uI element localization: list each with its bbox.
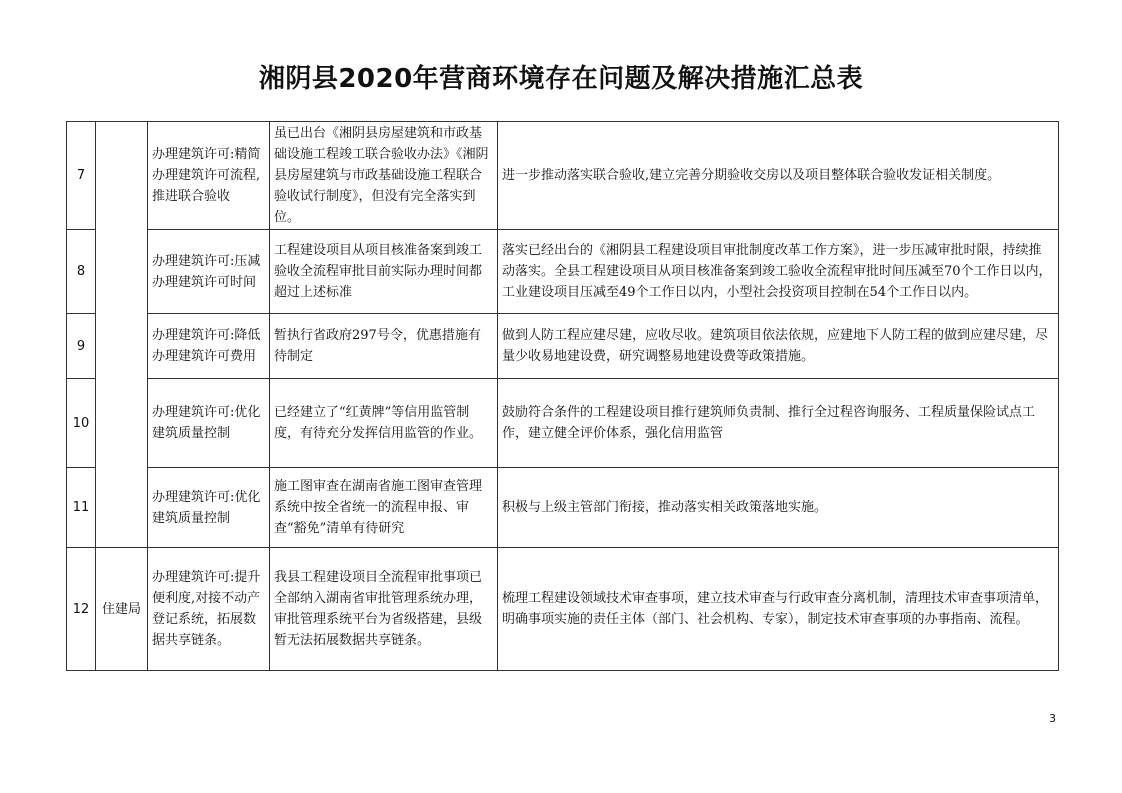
page-number: 3 xyxy=(1049,712,1056,725)
measure-cell: 落实已经出台的《湘阴县工程建设项目审批制度改革工作方案》，进一步压减审批时限，持续推动落实。全县工程建设项目从项目核准备案到竣工验收全流程审批时间压减至70个工作日以内，工业建设项目压减至49个工作日以内，小型社会投资项目控制在54个工作日以内。 xyxy=(498,230,1059,314)
document-title: 湘阴县2020年营商环境存在问题及解决措施汇总表 xyxy=(258,64,864,94)
problem-cell: 暂执行省政府297号令，优惠措施有待制定 xyxy=(270,314,498,379)
row-number: 10 xyxy=(67,379,96,468)
department-cell xyxy=(96,122,148,548)
item-cell: 办理建筑许可:优化建筑质量控制 xyxy=(148,379,270,468)
item-cell: 办理建筑许可:优化建筑质量控制 xyxy=(148,468,270,548)
item-cell: 办理建筑许可:降低办理建筑许可费用 xyxy=(148,314,270,379)
issues-table xyxy=(66,121,1059,671)
measure-cell: 进一步推动落实联合验收,建立完善分期验收交房以及项目整体联合验收发证相关制度。 xyxy=(498,122,1059,230)
measure-cell: 鼓励符合条件的工程建设项目推行建筑师负责制、推行全过程咨询服务、工程质量保险试点工作，建立健全评价体系，强化信用监管 xyxy=(498,379,1059,468)
item-cell: 办理建筑许可:精简办理建筑许可流程,推进联合验收 xyxy=(148,122,270,230)
row-number: 8 xyxy=(67,230,96,314)
problem-cell: 已经建立了“红黄牌”等信用监管制度，有待充分发挥信用监管的作业。 xyxy=(270,379,498,468)
problem-cell: 施工图审查在湖南省施工图审查管理系统中按全省统一的流程申报、审查“豁免”清单有待研究 xyxy=(270,468,498,548)
problem-cell: 我县工程建设项目全流程审批事项已全部纳入湖南省审批管理系统办理，审批管理系统平台为省级搭建，县级暂无法拓展数据共享链条。 xyxy=(270,548,498,671)
table-row xyxy=(67,379,1059,468)
row-number: 9 xyxy=(67,314,96,379)
department-cell: 住建局 xyxy=(96,548,148,671)
measure-cell: 做到人防工程应建尽建，应收尽收。建筑项目依法依规，应建地下人防工程的做到应建尽建，尽量少收易地建设费，研究调整易地建设费等政策措施。 xyxy=(498,314,1059,379)
problem-cell: 虽已出台《湘阴县房屋建筑和市政基础设施工程竣工联合验收办法》《湘阴县房屋建筑与市政基础设施工程联合验收试行制度》，但没有完全落实到位。 xyxy=(270,122,498,230)
table-row xyxy=(67,230,1059,314)
row-number: 11 xyxy=(67,468,96,548)
measure-cell: 积极与上级主管部门衔接，推动落实相关政策落地实施。 xyxy=(498,468,1059,548)
table-row xyxy=(67,468,1059,548)
table-row xyxy=(67,122,1059,230)
measure-cell: 梳理工程建设领域技术审查事项，建立技术审查与行政审查分离机制，清理技术审查事项清单，明确事项实施的责任主体（部门、社会机构、专家），制定技术审查事项的办事指南、流程。 xyxy=(498,548,1059,671)
row-number: 7 xyxy=(67,122,96,230)
problem-cell: 工程建设项目从项目核准备案到竣工验收全流程审批目前实际办理时间都超过上述标准 xyxy=(270,230,498,314)
item-cell: 办理建筑许可:提升便利度,对接不动产登记系统，拓展数据共享链条。 xyxy=(148,548,270,671)
table-row xyxy=(67,548,1059,671)
table-row xyxy=(67,314,1059,379)
row-number: 12 xyxy=(67,548,96,671)
item-cell: 办理建筑许可:压减办理建筑许可时间 xyxy=(148,230,270,314)
